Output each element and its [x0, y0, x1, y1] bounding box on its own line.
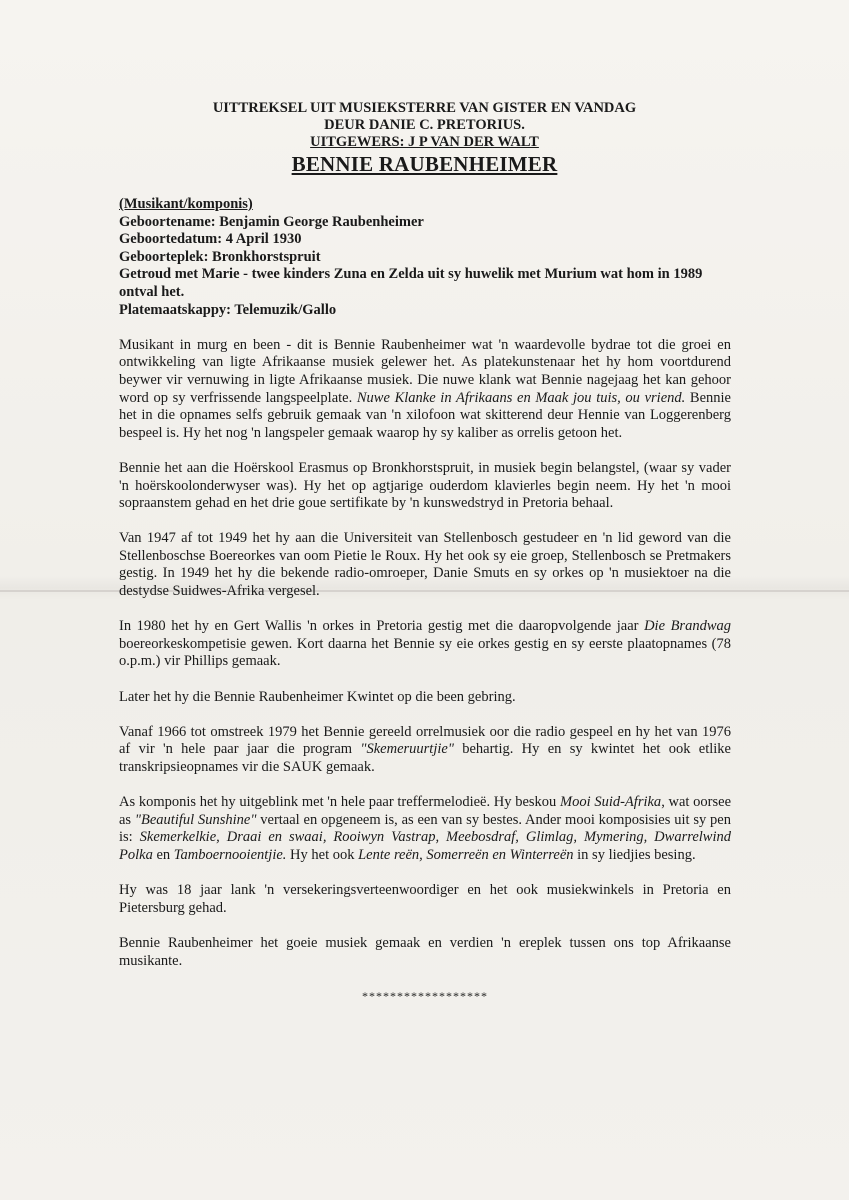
p6-italic: "Skemeruurtjie"	[360, 741, 454, 758]
p7-text-e: Hy het ook	[286, 846, 359, 863]
p7-text-f: in sy liedjies besing.	[573, 846, 696, 863]
p1-italic: Nuwe Klanke in Afrikaans en Maak jou tuis, ou vriend.	[356, 389, 686, 406]
footer-stars: ******************	[362, 989, 488, 1004]
p7-italic-3: Skemerkelkie, Draai en swaai, Rooiwyn Vastrap, Meebosdraf, Glimlag, Mymering, Dwarrelwind Polka	[119, 829, 731, 863]
paragraph-2: Bennie het aan die Hoërskool Erasmus op Bronkhorstspruit, in musiek begin belangstel, (waar sy vader 'n hoërskoolonderwyser was). Hy het op agtjarige ouderdom klavierles begin neem. Hy het 'n mooi sopraanstem gehad en het drie goue sertifikate by 'n kunswedstryd in Pretoria behaal.	[119, 459, 731, 512]
paragraph-4	[119, 618, 731, 671]
info-birthdate: Geboortedatum: 4 April 1930	[119, 231, 302, 248]
info-role: (Musikant/komponis)	[119, 196, 253, 212]
header-line-1: UITTREKSEL UIT MUSIEKSTERRE VAN GISTER EN VANDAG	[212, 100, 637, 116]
p6-text-b: behartig. Hy en sy kwintet het ook etlike transkripsieopnames vir die SAUK gemaak.	[119, 741, 731, 775]
p7-italic-4: Tamboernooientjie.	[173, 846, 287, 863]
p4-text-b: boereorkeskompetisie gewen. Kort daarna het Bennie sy eie orkes gestig en sy eerste plaatopnames (78 o.p.m.) vir Phillips gemaak.	[119, 635, 731, 670]
paragraph-7	[119, 794, 731, 864]
p7-text-a: As komponis het hy uitgeblink met 'n hele paar treffermelodieë. Hy beskou	[119, 794, 561, 811]
info-birthname: Geboortename: Benjamin George Raubenheimer	[119, 213, 424, 230]
p7-italic-1: Mooi Suid-Afrika	[560, 794, 662, 811]
paragraph-8: Hy was 18 jaar lank 'n versekeringsverteenwoordiger en het ook musiekwinkels in Pretoria en Pietersburg gehad.	[119, 882, 731, 916]
info-married: Getroud met Marie - twee kinders Zuna en Zelda uit sy huwelik met Murium wat hom in 1989 ontval het.	[119, 266, 703, 300]
page-title: BENNIE RAUBENHEIMER	[291, 152, 558, 176]
p1-text-b: Bennie het in die opnames selfs gebruik gemaak van 'n xilofoon wat skitterend deur Hennie van Loggerenberg bespeel is. Hy het nog 'n langspeler gemaak waarop hy sy kaliber as orrelis getoon het.	[119, 389, 731, 441]
paragraph-5: Later het hy die Bennie Raubenheimer Kwintet op die been gebring.	[119, 688, 516, 705]
p7-italic-2: "Beautiful Sunshine"	[134, 811, 257, 828]
paragraph-3: Van 1947 af tot 1949 het hy aan die Universiteit van Stellenbosch gestudeer en 'n lid geword van die Stellenboschse Boereorkes van oom Pietie le Roux. Hy het ook sy eie groep, Stellenbosch se Pretmakers gestig. In 1949 het hy die bekende radio-omroeper, Danie Smuts en sy orkes op 'n musiektoer na die destydse Suidwes-Afrika vergesel.	[119, 530, 731, 600]
paragraph-6	[119, 724, 731, 777]
info-block	[119, 196, 731, 319]
p7-text-c: vertaal en opgeneem is, as een van sy bestes. Ander mooi komposisies uit sy pen is:	[119, 811, 731, 846]
document-body	[119, 196, 731, 1006]
p7-italic-5: Lente reën, Somerreën en Winterreën	[358, 846, 574, 863]
document-header	[0, 100, 849, 176]
p7-text-d: en	[152, 846, 174, 863]
p1-text-a: Musikant in murg en been - dit is Bennie Raubenheimer wat 'n waardevolle bydrae tot die groei en ontwikkeling van ligte Afrikaanse musiek gelewer het. As platekunstenaar het hy hom voortdurend beywer vir vernuwing in ligte Afrikaanse musiek. Die nuwe klank wat Bennie nagejaag het kan gehoor word op sy verfrissende langspeelplate.	[119, 336, 731, 406]
p4-text-a: In 1980 het hy en Gert Wallis 'n orkes in Pretoria gestig met die daaropvolgende jaar	[119, 618, 645, 635]
header-line-2: DEUR DANIE C. PRETORIUS.	[324, 117, 525, 133]
info-record-label: Platemaatskappy: Telemuzik/Gallo	[119, 301, 337, 318]
header-publisher: UITGEWERS: J P VAN DER WALT	[310, 134, 539, 150]
p4-italic: Die Brandwag	[644, 618, 731, 635]
info-birthplace: Geboorteplek: Bronkhorstspruit	[119, 248, 321, 265]
p7-text-b: , wat oorsee as	[119, 794, 731, 828]
p6-text-a: Vanaf 1966 tot omstreek 1979 het Bennie gereeld orrelmusiek oor die radio gespeel en hy het van 1976 af vir 'n hele paar jaar die program	[119, 723, 731, 758]
paragraph-1	[119, 337, 731, 443]
paragraph-9: Bennie Raubenheimer het goeie musiek gemaak en verdien 'n ereplek tussen ons top Afrikaanse musikante.	[119, 934, 731, 969]
